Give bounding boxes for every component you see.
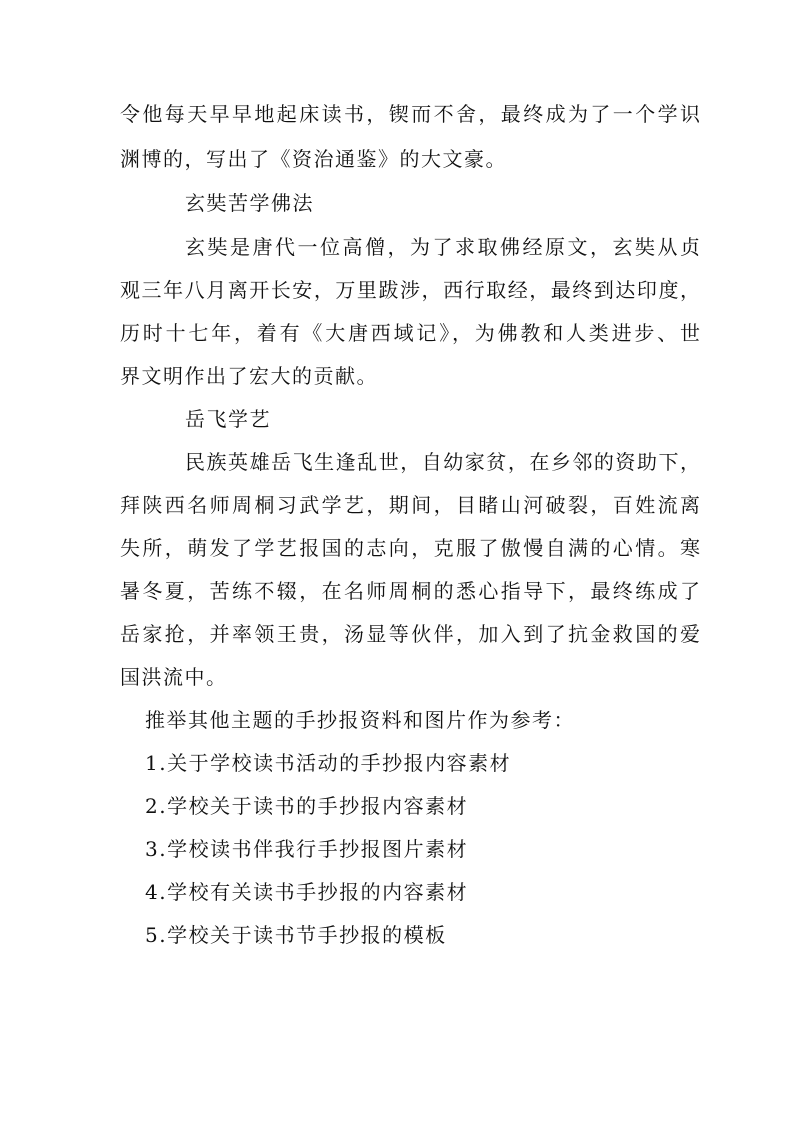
- paragraph-line: 民族英雄岳飞生逢乱世，自幼家贫，在乡邻的资助下，: [185, 450, 700, 474]
- recommend-item[interactable]: 3.学校读书伴我行手抄报图片素材: [145, 837, 469, 861]
- recommend-intro: 推举其他主题的手抄报资料和图片作为参考：: [145, 708, 575, 732]
- paragraph-line: 国洪流中。: [120, 665, 228, 689]
- paragraph-line: 拜陕西名师周桐习武学艺，期间，目睹山河破裂，百姓流离: [120, 493, 700, 517]
- paragraph-line: 渊博的，写出了《资治通鉴》的大文豪。: [120, 147, 507, 171]
- paragraph-line: 观三年八月离开长安，万里跋涉，西行取经，最终到达印度，: [120, 278, 700, 302]
- recommend-item[interactable]: 2.学校关于读书的手抄报内容素材: [145, 794, 469, 818]
- paragraph-line: 岳家抢，并率领王贵，汤显等伙伴，加入到了抗金救国的爱: [120, 622, 700, 646]
- paragraph-line: 玄奘是唐代一位高僧，为了求取佛经原文，玄奘从贞: [185, 235, 700, 259]
- recommend-item[interactable]: 5.学校关于读书节手抄报的模板: [145, 923, 447, 947]
- paragraph-line: 令他每天早早地起床读书，锲而不舍，最终成为了一个学识: [120, 102, 700, 126]
- recommend-item[interactable]: 1.关于学校读书活动的手抄报内容素材: [145, 751, 512, 775]
- story-title-yuefei: 岳飞学艺: [185, 407, 271, 431]
- paragraph-line: 失所，萌发了学艺报国的志向，克服了傲慢自满的心情。寒: [120, 536, 700, 560]
- paragraph-line: 暑冬夏，苦练不辍，在名师周桐的悉心指导下，最终练成了: [120, 579, 700, 603]
- paragraph-line: 历时十七年，着有《大唐西域记》，为佛教和人类进步、世: [120, 321, 700, 345]
- story-title-xuanzang: 玄奘苦学佛法: [185, 191, 314, 215]
- recommend-item[interactable]: 4.学校有关读书手抄报的内容素材: [145, 880, 469, 904]
- paragraph-line: 界文明作出了宏大的贡献。: [120, 364, 378, 388]
